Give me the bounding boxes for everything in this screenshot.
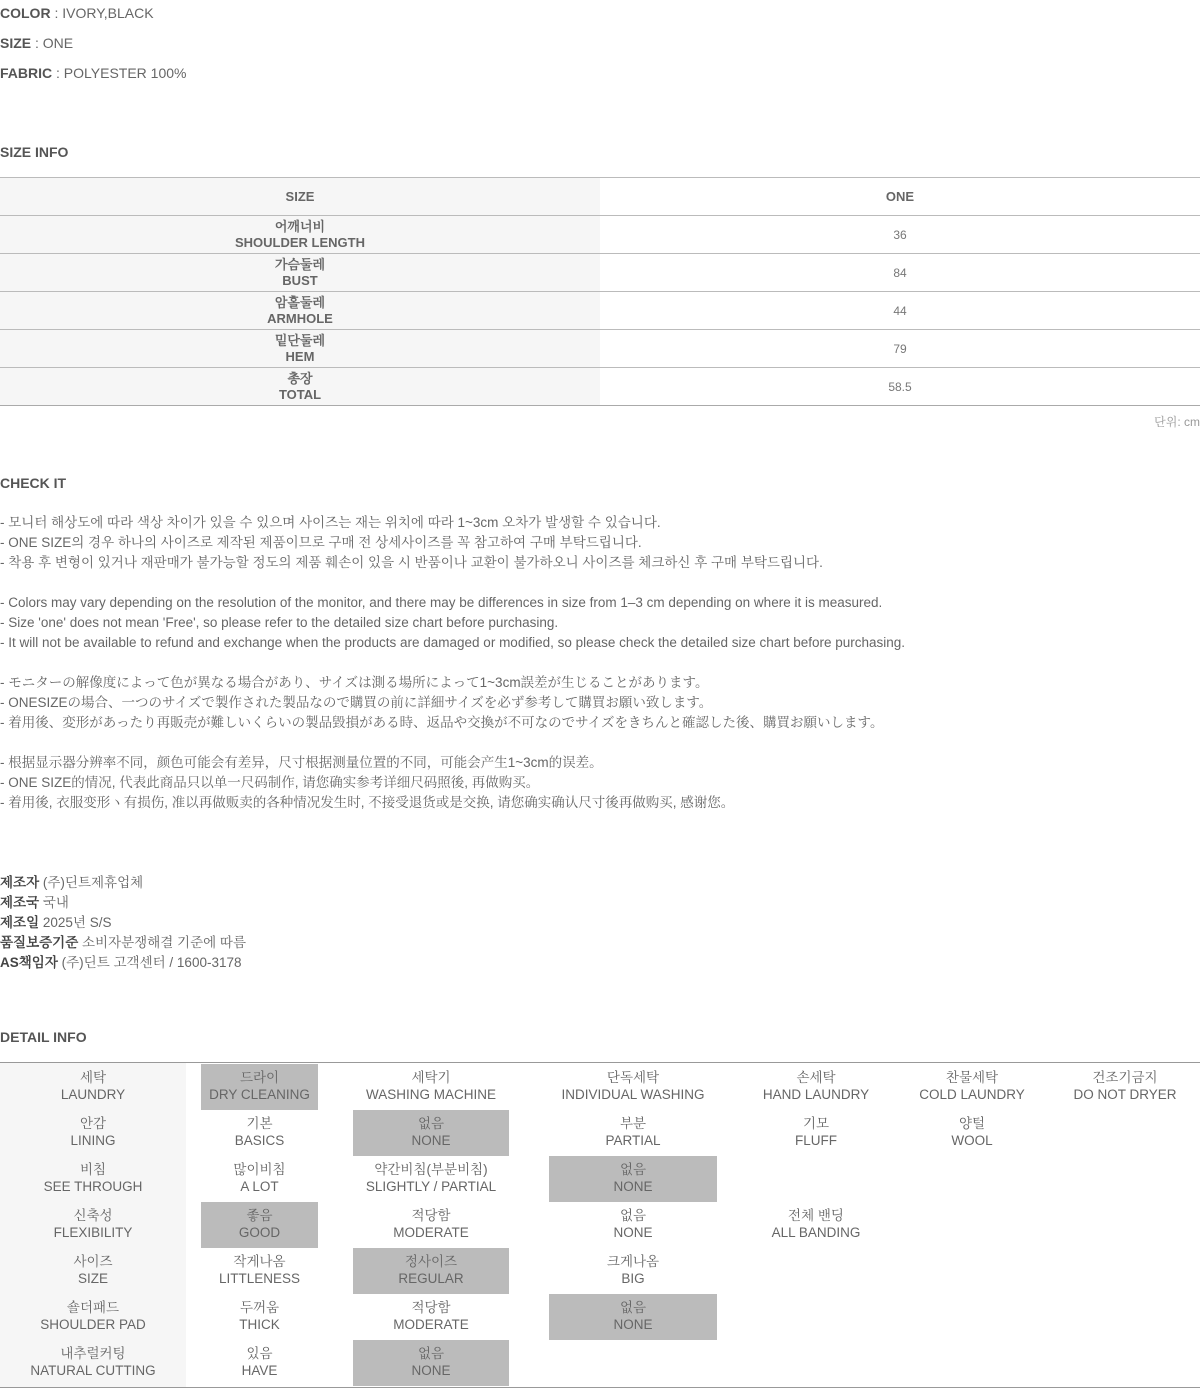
measure-label-en: BUST	[282, 272, 318, 288]
check-note-line: - 着用後、変形があったり再販売が難しいくらいの製品毀損がある時、返品や交換が不可なのでサイズをきちんと確認した後、購買お願いします。	[0, 715, 884, 730]
detail-en-text: BASICS	[234, 1133, 285, 1148]
detail-kr-text: 세탁	[79, 1070, 107, 1085]
detail-kr-text: 단독세탁	[606, 1070, 660, 1085]
check-note-line: - ONESIZEの場合、一つのサイズで製作された製品なので購買の前に詳細サイズを必ず参考して購買お願い致します。	[0, 695, 713, 710]
size-header-value: ONE	[600, 178, 1200, 216]
detail-row-label	[0, 1064, 186, 1110]
detail-kr-text: 안감	[79, 1116, 107, 1131]
detail-en-text: SLIGHTLY / PARTIAL	[365, 1179, 497, 1194]
detail-en-text: FLEXIBILITY	[53, 1225, 133, 1240]
detail-kr-text: 손세탁	[796, 1070, 836, 1085]
measure-label-en: HEM	[285, 348, 315, 364]
table-row	[0, 216, 1200, 254]
detail-option	[201, 1294, 318, 1340]
detail-option-selected	[353, 1340, 509, 1386]
detail-option-selected	[201, 1064, 318, 1110]
size-table-header	[0, 178, 1200, 216]
measure-label-en: TOTAL	[278, 386, 322, 402]
detail-en-text: INDIVIDUAL WASHING	[561, 1087, 705, 1102]
measure-value: 44	[600, 292, 1200, 330]
detail-kr-text: 드라이	[239, 1070, 280, 1085]
detail-option	[549, 1248, 717, 1294]
measure-label-en: SHOULDER LENGTH	[235, 234, 365, 250]
measure-label-kr: 밑단둘레	[274, 332, 326, 348]
detail-option	[549, 1202, 717, 1248]
detail-en-text: THICK	[239, 1317, 280, 1332]
measure-value: 84	[600, 254, 1200, 292]
detail-en-text: NONE	[411, 1133, 451, 1148]
check-note-gap	[0, 653, 905, 673]
detail-kr-text: 있음	[246, 1346, 273, 1361]
detail-kr-text: 세탁기	[411, 1070, 451, 1085]
detail-kr-text: 크게나옴	[606, 1254, 660, 1269]
spec-size	[0, 35, 73, 51]
check-it-notes	[0, 513, 905, 813]
detail-option-selected	[549, 1156, 717, 1202]
detail-kr-text: 양털	[958, 1116, 986, 1131]
measure-label-kr: 어깨너비	[274, 218, 326, 234]
detail-option	[1050, 1064, 1200, 1110]
detail-option	[762, 1064, 870, 1110]
size-table	[0, 177, 1200, 406]
detail-kr-text: 없음	[619, 1300, 647, 1315]
detail-kr-text: 전체 밴딩	[788, 1208, 844, 1223]
table-row	[0, 330, 1200, 368]
detail-kr-text: 없음	[417, 1346, 445, 1361]
check-note-line: - Size 'one' does not mean 'Free', so please refer to the detailed size chart before purchasing.	[0, 615, 559, 630]
maker-info-line	[0, 913, 246, 933]
detail-en-text: ALL BANDING	[771, 1225, 861, 1240]
table-row	[0, 368, 1200, 406]
measure-label-kr: 암홀둘레	[274, 294, 326, 310]
detail-en-text: A LOT	[240, 1179, 279, 1194]
table-row	[0, 292, 1200, 330]
detail-en-text: GOOD	[238, 1225, 281, 1240]
check-note-line: - 根据显示器分辨率不同，颜色可能会有差异，尺寸根据测量位置的不同，可能会产生1~3cm的误差。	[0, 755, 603, 770]
detail-kr-text: 없음	[619, 1162, 647, 1177]
measure-label-en: ARMHOLE	[267, 310, 333, 326]
maker-info-label: 제조국	[0, 895, 40, 910]
detail-option-selected	[549, 1294, 717, 1340]
spec-value: : IVORY,BLACK	[50, 5, 154, 21]
detail-row-label	[0, 1294, 186, 1340]
detail-en-text: LITTLENESS	[218, 1271, 301, 1286]
detail-kr-text: 사이즈	[73, 1254, 113, 1269]
maker-info	[0, 873, 246, 973]
detail-en-text: PARTIAL	[605, 1133, 661, 1148]
detail-option	[910, 1064, 1034, 1110]
detail-kr-text: 기본	[246, 1116, 273, 1131]
detail-row-label	[0, 1110, 186, 1156]
maker-info-value: (주)딘트제휴업체	[39, 875, 144, 890]
detail-kr-text: 두꺼움	[239, 1300, 280, 1315]
detail-row-label	[0, 1156, 186, 1202]
spec-label: SIZE	[0, 35, 32, 51]
detail-option	[762, 1202, 870, 1248]
measure-label	[0, 368, 600, 406]
check-it-title: CHECK IT	[0, 475, 67, 491]
detail-option	[201, 1110, 318, 1156]
detail-kr-text: 신축성	[73, 1208, 113, 1223]
maker-info-line	[0, 893, 246, 913]
measure-value: 58.5	[600, 368, 1200, 406]
detail-kr-text: 많이비침	[233, 1162, 286, 1177]
detail-en-text: HAVE	[241, 1363, 278, 1378]
detail-en-text: WOOL	[951, 1133, 993, 1148]
check-note-line: - ONE SIZE의 경우 하나의 사이즈로 제작된 제품이므로 구매 전 상세사이즈를 꼭 참고하여 구매 부탁드립니다.	[0, 535, 642, 550]
detail-kr-text: 기모	[802, 1116, 830, 1131]
detail-option	[201, 1248, 318, 1294]
detail-option-selected	[353, 1110, 509, 1156]
detail-en-text: SIZE	[77, 1271, 108, 1286]
detail-option	[353, 1202, 509, 1248]
check-note-gap	[0, 733, 905, 753]
maker-info-value: 소비자분쟁해결 기준에 따름	[78, 935, 246, 950]
detail-kr-text: 건조기금지	[1092, 1070, 1158, 1085]
check-note-line: - 着用後, 衣服变形ヽ有损伤, 准以再做贩卖的各种情况发生时, 不接受退货或是交换, 请您确实确认尺寸後再做购买, 感谢您。	[0, 795, 735, 810]
maker-info-line	[0, 933, 246, 953]
spec-value: : ONE	[31, 35, 74, 51]
detail-option	[910, 1110, 1034, 1156]
check-note-line: - モニターの解像度によって色が異なる場合があり、サイズは測る場所によって1~3cm誤差が生じることがあります。	[0, 675, 709, 690]
detail-en-text: NONE	[613, 1179, 653, 1194]
check-note-line: - Colors may vary depending on the resolution of the monitor, and there may be differences in size from 1–3 cm depending on where it is measured.	[0, 595, 883, 610]
detail-kr-text: 약간비침(부분비침)	[374, 1162, 488, 1177]
detail-kr-text: 비침	[79, 1162, 107, 1177]
detail-option-selected	[201, 1202, 318, 1248]
spec-color	[0, 5, 154, 21]
maker-info-line	[0, 953, 246, 973]
detail-en-text: SHOULDER PAD	[40, 1317, 146, 1332]
detail-kr-text: 없음	[619, 1208, 647, 1223]
maker-info-label: 제조일	[0, 915, 40, 930]
detail-en-text: NONE	[411, 1363, 451, 1378]
maker-info-value: 국내	[39, 895, 69, 910]
detail-row-label	[0, 1202, 186, 1248]
check-note-line: - ONE SIZE的情况, 代表此商品只以单一尺码制作, 请您确实参考详细尺码照後, 再做购买。	[0, 775, 540, 790]
detail-en-text: NATURAL CUTTING	[30, 1363, 156, 1378]
unit-label: 단위: cm	[1154, 415, 1200, 429]
check-note-line: - 모니터 해상도에 따라 색상 차이가 있을 수 있으며 사이즈는 재는 위치에 따라 1~3cm 오차가 발생할 수 있습니다.	[0, 515, 661, 530]
maker-info-label: AS책임자	[0, 955, 58, 970]
detail-en-text: DO NOT DRYER	[1073, 1087, 1177, 1102]
detail-en-text: DRY CLEANING	[209, 1087, 310, 1102]
detail-info-grid	[0, 1062, 1200, 1388]
maker-info-value: 2025년 S/S	[39, 915, 112, 930]
detail-en-text: WASHING MACHINE	[365, 1087, 496, 1102]
detail-en-text: FLUFF	[795, 1133, 837, 1148]
detail-en-text: HAND LAUNDRY	[762, 1087, 870, 1102]
spec-label: COLOR	[0, 5, 51, 21]
detail-option-selected	[353, 1248, 509, 1294]
detail-row-label	[0, 1248, 186, 1294]
check-note-gap	[0, 573, 905, 593]
detail-kr-text: 없음	[417, 1116, 445, 1131]
detail-option	[549, 1110, 717, 1156]
maker-info-label: 제조자	[0, 875, 40, 890]
size-info-title: SIZE INFO	[0, 144, 69, 160]
detail-option	[353, 1294, 509, 1340]
detail-kr-text: 좋음	[246, 1208, 273, 1223]
maker-info-line	[0, 873, 246, 893]
detail-kr-text: 내추럴커팅	[60, 1346, 126, 1361]
detail-kr-text: 숄더패드	[66, 1300, 120, 1315]
detail-en-text: COLD LAUNDRY	[919, 1087, 1025, 1102]
detail-en-text: SEE THROUGH	[43, 1179, 143, 1194]
detail-en-text: REGULAR	[398, 1271, 464, 1286]
measure-label	[0, 254, 600, 292]
spec-fabric	[0, 65, 186, 81]
check-note-line: - It will not be available to refund and exchange when the products are damaged or modified, so please check the detailed size chart before purchasing.	[0, 635, 906, 650]
detail-option	[201, 1340, 318, 1386]
detail-en-text: NONE	[613, 1317, 653, 1332]
detail-kr-text: 찬물세탁	[945, 1070, 999, 1085]
spec-label: FABRIC	[0, 65, 53, 81]
detail-en-text: BIG	[621, 1271, 645, 1286]
check-note-line: - 착용 후 변형이 있거나 재판매가 불가능할 정도의 제품 훼손이 있을 시 반품이나 교환이 불가하오니 사이즈를 체크하신 후 구매 부탁드립니다.	[0, 555, 823, 570]
measure-label	[0, 330, 600, 368]
maker-info-label: 품질보증기준	[0, 935, 79, 950]
detail-option	[762, 1110, 870, 1156]
measure-value: 36	[600, 216, 1200, 254]
detail-kr-text: 적당함	[411, 1300, 451, 1315]
detail-kr-text: 정사이즈	[404, 1254, 458, 1269]
measure-label	[0, 216, 600, 254]
detail-option	[201, 1156, 318, 1202]
detail-en-text: LAUNDRY	[60, 1087, 126, 1102]
measure-label-kr: 가슴둘레	[274, 256, 326, 272]
detail-option	[353, 1064, 509, 1110]
measure-label-kr: 총장	[287, 370, 313, 386]
detail-kr-text: 부분	[619, 1116, 647, 1131]
detail-en-text: MODERATE	[393, 1317, 469, 1332]
spec-value: : POLYESTER 100%	[52, 65, 187, 81]
detail-kr-text: 적당함	[411, 1208, 451, 1223]
detail-option	[549, 1064, 717, 1110]
maker-info-value: (주)딘트 고객센터 / 1600-3178	[57, 955, 242, 970]
table-row	[0, 254, 1200, 292]
detail-en-text: LINING	[70, 1133, 116, 1148]
measure-label	[0, 292, 600, 330]
detail-kr-text: 작게나옴	[233, 1254, 286, 1269]
detail-en-text: NONE	[613, 1225, 653, 1240]
size-header-label: SIZE	[0, 178, 600, 216]
detail-en-text: MODERATE	[393, 1225, 469, 1240]
detail-row-label	[0, 1340, 186, 1386]
detail-info-title: DETAIL INFO	[0, 1029, 87, 1045]
detail-option	[353, 1156, 509, 1202]
measure-value: 79	[600, 330, 1200, 368]
